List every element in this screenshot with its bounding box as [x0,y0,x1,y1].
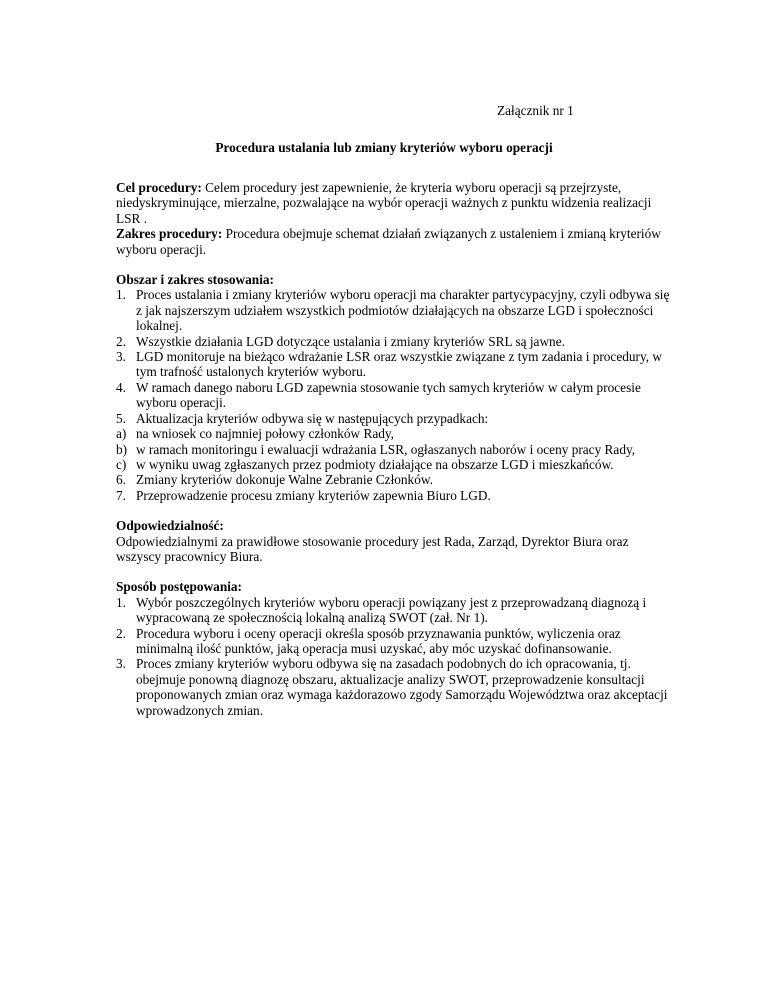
list-number: 2. [116,333,126,349]
list-number: a) [116,426,127,442]
list-item [116,426,676,441]
list-item [116,334,676,349]
list-item [116,380,676,411]
list-text: Wszystkie działania LGD dotyczące ustalania i zmiany kryteriów SRL są jawne. [136,333,565,349]
list-item [116,442,676,457]
responsibility-heading: Odpowiedzialność: [116,518,224,534]
list-text: w ramach monitoringu i ewaluacji wdrażania LSR, ogłaszanych naborów i oceny pracy Rady, [136,441,636,457]
list-text: Wybór poszczególnych kryteriów wyboru operacji powiązany jest z przeprowadzaną diagnozą i wypracowaną ze społecznością lokalną analizą SWOT (zał. Nr 1). [136,594,647,626]
application-heading: Obszar i zakres stosowania: [116,272,274,288]
list-text: W ramach danego naboru LGD zapewnia stosowanie tych samych kryteriów w całym procesie wyboru operacji. [136,379,641,411]
responsibility-text: Odpowiedzialnymi za prawidłowe stosowanie procedury jest Rada, Zarząd, Dyrektor Biura oraz wszyscy pracownicy Biura. [116,533,629,564]
list-text: Procedura wyboru i oceny operacji określa sposób przyznawania punktów, wyliczenia oraz minimalną ilość punktów, jaką operacja musi uzyskać, aby móc uzyskać dofinansowanie. [136,625,621,656]
list-item [116,656,676,718]
annex-label: Załącznik nr 1 [497,103,574,118]
list-item [116,457,676,472]
list-item [116,626,676,657]
list-item [116,488,676,503]
document-title: Procedura ustalania lub zmiany kryteriów wyboru operacji [215,140,553,155]
list-number: 1. [116,287,126,303]
list-number: 2. [116,625,126,641]
list-number: 7. [116,487,126,503]
list-item [116,595,676,626]
list-number: 3. [116,656,126,672]
document-body [116,180,676,718]
procedure-list [116,595,676,718]
list-text: na wniosek co najmniej połowy członków Rady, [136,426,395,442]
list-text: Proces ustalania i zmiany kryteriów wyboru operacji ma charakter partycypacyjny, czyli odbywa się z jak najszerszym udziałem wszystkich podmiotów działających na obszarze LGD i społeczności lokalnej. [136,287,670,334]
scope-label: Zakres procedury: [116,226,223,242]
list-text: Zmiany kryteriów dokonuje Walne Zebranie Członków. [136,472,433,488]
list-number: 4. [116,379,126,395]
list-text: LGD monitoruje na bieżąco wdrażanie LSR oraz wszystkie związane z tym zadania i procedury, w tym trafność ustalonych kryteriów wyboru. [136,349,662,380]
purpose-text: Celem procedury jest zapewnienie, że kryteria wyboru operacji są przejrzyste, niedyskryminujące, mierzalne, pozwalające na wybór operacji ważnych z punktu widzenia realizacji LSR . [116,180,652,226]
purpose-label: Cel procedury: [116,180,202,195]
list-text: Proces zmiany kryteriów wyboru odbywa się na zasadach podobnych do ich opracowania, tj. obejmuje ponowną diagnozę obszaru, aktualizacje analizy SWOT, przeprowadzenie konsultacji proponowanych zmian oraz wymaga każdorazowo zgody Samorządu Województwa oraz akceptacji wprowadzonych zmian. [136,656,668,718]
list-text: Aktualizacja kryteriów odbywa się w następujących przypadkach: [136,410,489,426]
list-number: 1. [116,594,126,610]
list-number: 6. [116,472,126,488]
list-item [116,411,676,426]
procedure-heading: Sposób postępowania: [116,579,242,595]
scope-paragraph [116,226,676,257]
list-number: 5. [116,410,126,426]
list-item [116,349,676,380]
application-list [116,287,676,503]
list-text: w wyniku uwag zgłaszanych przez podmioty działające na obszarze LGD i mieszkańców. [136,456,614,472]
list-item [116,472,676,487]
list-text: Przeprowadzenie procesu zmiany kryteriów zapewnia Biuro LGD. [136,487,491,503]
list-number: b) [116,441,128,457]
list-item [116,287,676,333]
list-number: c) [116,456,127,472]
purpose-paragraph [116,180,676,226]
scope-text: Procedura obejmuje schemat działań związanych z ustaleniem i zmianą kryteriów wyboru operacji. [116,226,661,257]
list-number: 3. [116,349,126,365]
